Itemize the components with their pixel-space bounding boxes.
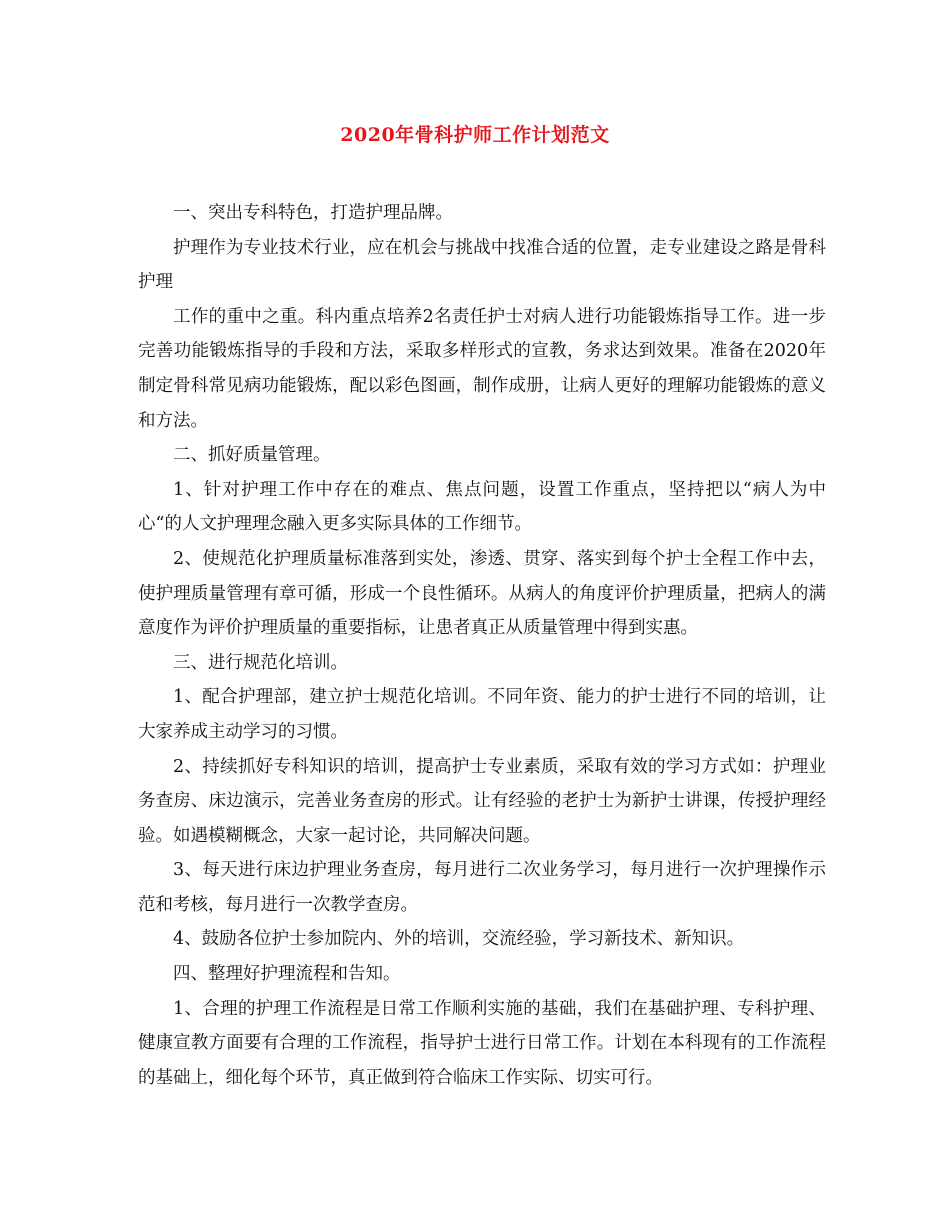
document-body: [138, 196, 826, 1095]
list-item: 1、针对护理工作中存在的难点、焦点问题，设置工作重点，坚持把以“病人为中心“的人文护理理念融入更多实际具体的工作细节。: [138, 479, 826, 535]
section-heading-2: 二、抓好质量管理。: [173, 445, 331, 466]
paragraph: 工作的重中之重。科内重点培养2名责任护士对病人进行功能锻炼指导工作。进一步完善功能锻炼指导的手段和方法，采取多样形式的宣教，务求达到效果。准备在2020年制定骨科常见病功能锻炼，配以彩色图画，制作成册，让病人更好的理解功能锻炼的意义和方法。: [138, 306, 826, 431]
section-heading-3: 三、进行规范化培训。: [173, 652, 348, 673]
paragraph: 护理作为专业技术行业，应在机会与挑战中找准合适的位置，走专业建设之路是骨科护理: [138, 237, 826, 293]
list-item: 4、鼓励各位护士参加院内、外的培训，交流经验，学习新技术、新知识。: [173, 929, 745, 950]
list-item: 1、配合护理部，建立护士规范化培训。不同年资、能力的护士进行不同的培训，让大家养成主动学习的习惯。: [138, 687, 826, 742]
list-item: 3、每天进行床边护理业务查房，每月进行二次业务学习，每月进行一次护理操作示范和考核，每月进行一次教学查房。: [138, 860, 826, 915]
section-heading-4: 四、整理好护理流程和告知。: [173, 964, 401, 985]
list-item: 1、合理的护理工作流程是日常工作顺利实施的基础，我们在基础护理、专科护理、健康宣教方面要有合理的工作流程，指导护士进行日常工作。计划在本科现有的工作流程的基础上，细化每个环节，真正做到符合临床工作实际、切实可行。: [138, 998, 826, 1088]
list-item: 2、持续抓好专科知识的培训，提高护士专业素质，采取有效的学习方式如：护理业务查房、床边演示，完善业务查房的形式。让有经验的老护士为新护士讲课，传授护理经验。如遇模糊概念，大家一起讨论，共同解决问题。: [138, 756, 826, 846]
list-item: 2、使规范化护理质量标准落到实处，渗透、贯穿、落实到每个护士全程工作中去，使护理质量管理有章可循，形成一个良性循环。从病人的角度评价护理质量，把病人的满意度作为评价护理质量的重要指标，让患者真正从质量管理中得到实惠。: [138, 548, 826, 639]
document-title: 2020年骨科护师工作计划范文: [340, 124, 610, 146]
section-heading-1: 一、突出专科特色，打造护理品牌。: [173, 203, 453, 223]
